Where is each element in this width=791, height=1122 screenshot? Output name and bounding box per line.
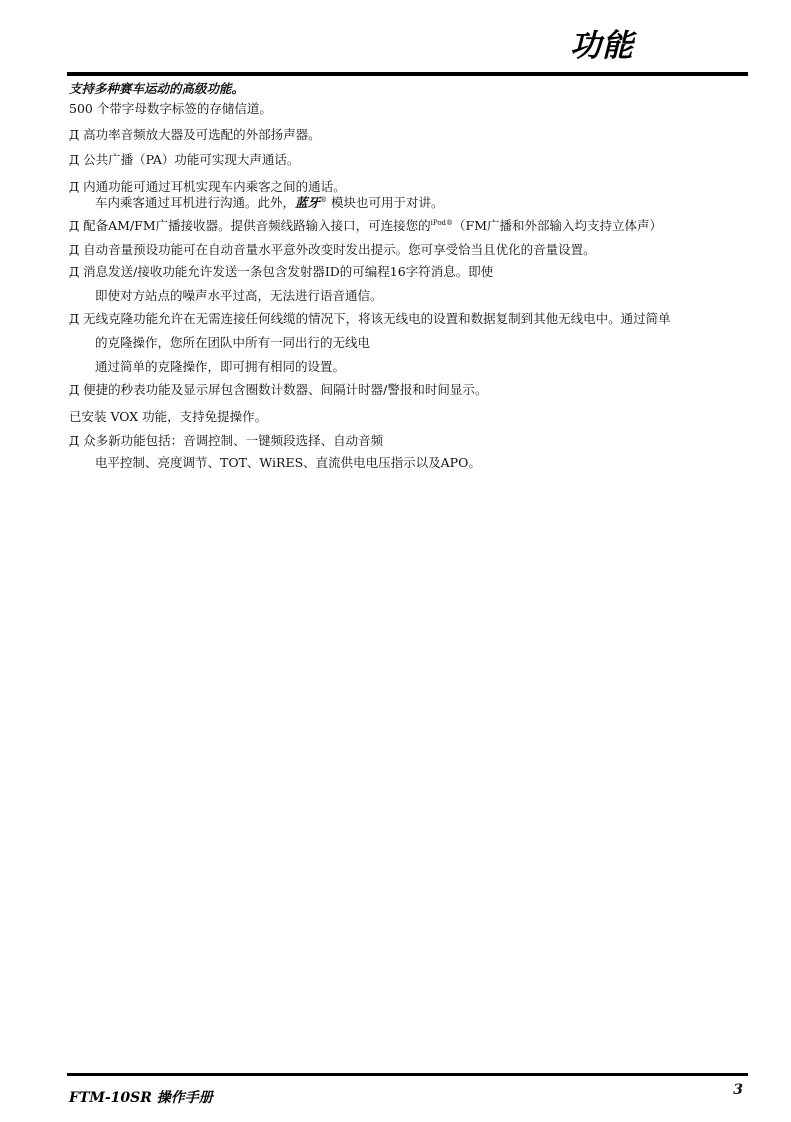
header-rule [67,72,748,76]
feature-memory: 500 个带字母数字标签的存储信道。 [69,101,272,116]
receiver-text-a: Д 配备AM/FM广播接收器。提供音频线路输入接口，可连接您的 [69,218,431,233]
feature-receiver [69,219,749,243]
feature-cloning: Д 无线克隆功能允许在无需连接任何线缆的情况下，将该无线电的设置和数据复制到其他无线电中。通过简单 [69,311,671,326]
receiver-text-b: （FM广播和外部输入均支持立体声） [453,218,663,233]
intercom-continued-text-b: 模块也可用于对讲。 [327,195,444,210]
feature-messaging-continued: 即使对方站点的噪声水平过高，无法进行语音通信。 [95,288,383,303]
bluetooth-registered-mark: ® [320,195,328,204]
feature-messaging: Д 消息发送/接收功能允许发送一条包含发射器ID的可编程16字符消息。即使 [69,264,494,279]
feature-others-continued: 电平控制、亮度调节、TOT、WiRES、直流供电电压指示以及APO。 [95,455,481,470]
manual-title: FTM-10SR 操作手册 [69,1090,213,1106]
footer-rule [67,1073,748,1076]
feature-amplifier: Д 高功率音频放大器及可选配的外部扬声器。 [69,127,321,142]
page-title: 功能 [570,28,634,64]
feature-others: Д 众多新功能包括：音调控制、一键频段选择、自动音频 [69,433,384,448]
feature-stopwatch: Д 便捷的秒表功能及显示屏包含圈数计数器、间隔计时器/警报和时间显示。 [69,382,488,397]
feature-auto-volume: Д 自动音量预设功能可在自动音量水平意外改变时发出提示。您可享受恰当且优化的音量设置。 [69,242,596,257]
feature-cloning-continued-1: 的克隆操作，您所在团队中所有一同出行的无线电 [95,335,371,350]
feature-pa: Д 公共广播（PA）功能可实现大声通话。 [69,152,300,167]
feature-cloning-continued-2: 通过简单的克隆操作，即可拥有相同的设置。 [95,359,346,374]
feature-intercom: Д 内通功能可通过耳机实现车内乘客之间的通话。 [69,179,346,194]
bluetooth-logo: 蓝牙 [295,195,321,210]
ipod-mark: iPod® [430,218,454,227]
feature-vox: 已安装 VOX 功能，支持免提操作。 [69,409,268,424]
page-number: 3 [733,1082,743,1098]
intercom-continued-text-a: 车内乘客通过耳机进行沟通。此外， [95,195,296,210]
intro-heading: 支持多种赛车运动的高级功能。 [69,81,245,96]
feature-list [69,80,749,478]
feature-intercom-continued [69,196,749,219]
